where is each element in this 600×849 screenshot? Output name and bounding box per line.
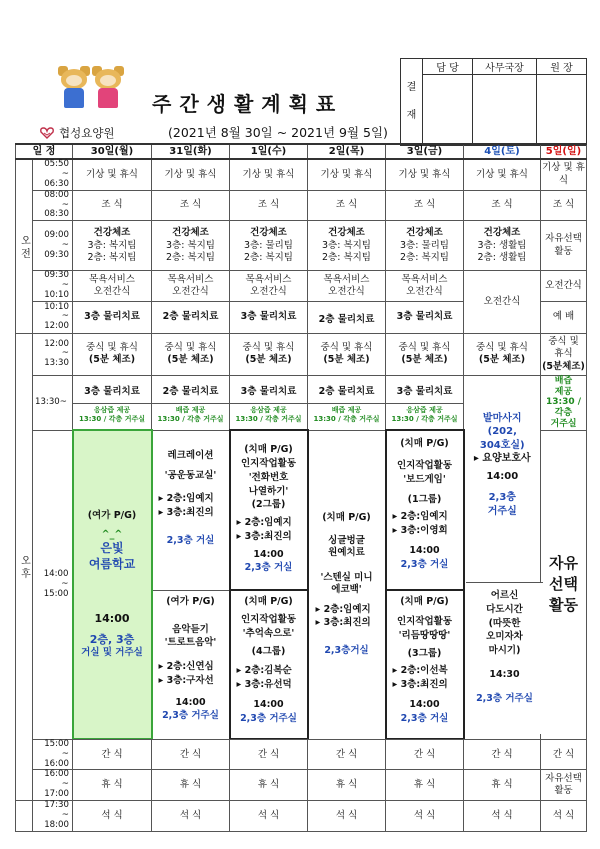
cell-lunch-sat: 중식 및 휴식 (5분 체조) [464,333,541,375]
cell-bath-tue: 목욕서비스 오전간식 [152,271,230,302]
cell-bath-wed: 목욕서비스 오전간식 [230,271,308,302]
cell-snack-thu: 간 식 [308,739,386,770]
cell-breakfast-tue: 조 식 [152,190,230,221]
cell-wake-wed: 기상 및 휴식 [230,159,308,190]
cell-snack-wed: 간 식 [230,739,308,770]
cell-pm-sat-top: 발마사지 (202, 304호실) ▸ 요양보호사 14:00 2,3층 거주실 [464,375,541,739]
approval-col-staff: 담 당 [423,59,473,75]
cell-wake-sat: 기상 및 휴식 [464,159,541,190]
row-breakfast [16,190,587,221]
cell-lunch-mon: 중식 및 휴식 (5분 체조) [73,333,152,375]
part-pm: 오 후 [16,333,33,800]
cell-rest-fri: 휴 식 [386,770,464,801]
row-lunch [16,333,587,375]
cell-bath-fri: 목욕서비스 오전간식 [386,271,464,302]
cell-amsnack-sat: 오전간식 [464,271,541,334]
cell-breakfast-mon: 조 식 [73,190,152,221]
cell-dinner-sun: 석 식 [541,801,587,832]
program-sat-bot: 어르신 다도시간 (따뜻한 오미자차 마시기) 14:30 2,3층 거주실 [466,582,543,734]
cell-1330-sun: 배즙 제공 13:30 / 각층 거주실 [541,375,587,430]
cell-snack-tue: 간 식 [152,739,230,770]
cell-exercise-wed: 건강체조 3층: 물리팀 2층: 복지팀 [230,221,308,271]
cell-wake-tue: 기상 및 휴식 [152,159,230,190]
header-day-thu: 2일(목) [308,144,386,159]
cell-snack-mon: 간 식 [73,739,152,770]
cell-lunch-fri: 중식 및 휴식 (5분 체조) [386,333,464,375]
header-day-sat: 4일(토) [464,144,541,159]
heart-logo-icon [40,127,54,139]
program-fri-bot: (치매 P/G) 인지작업활동 '리듬땅땅땅' (3그룹) ▸ 2층:이선복 ▸ 3층:최진의 14:00 2,3층 거실 [392,596,453,724]
cell-program-thu: (치매 P/G) 싱글벙글 원예치료 '스텐실 미니 에코백' ▸ 2층:임예지 ▸ 3층:최진의 2,3층거실 [308,430,386,739]
row-exercise [16,221,587,271]
cell-dinner-mon: 석 식 [73,801,152,832]
approval-sign-staff[interactable] [423,75,473,146]
cell-snack-fri: 간 식 [386,739,464,770]
cell-lunch-thu: 중식 및 휴식 (5분 체조) [308,333,386,375]
cell-physio-wed: 3층 물리치료 [230,301,308,333]
header-day-wed: 1일(수) [230,144,308,159]
cell-rest-thu: 휴 식 [308,770,386,801]
row-dinner [16,801,587,832]
cell-1330-tue: 2층 물리치료 배즙 제공 13:30 / 각층 거주실 [152,375,230,430]
cell-physio-thu: 2층 물리치료 [308,301,386,333]
mascot-girl-icon [92,66,124,108]
approval-box [400,58,587,146]
page-title: 주간생활계획표 [152,92,344,116]
time-breakfast: 08:00 ~ 08:30 [33,190,73,221]
cell-exercise-sun: 자유선택 활동 [541,221,587,271]
cell-breakfast-fri: 조 식 [386,190,464,221]
approval-col-manager: 사무국장 [473,59,537,75]
program-tue-bot: (여가 P/G) 음악듣기 '트로트음악' ▸ 2층:신연심 ▸ 3층:구자선 14:00 2,3층 거주실 [158,595,219,722]
cell-dinner-fri: 석 식 [386,801,464,832]
part-dinner-blank [16,801,33,832]
time-rest: 16:00 ~ 17:00 [33,770,73,801]
cell-exercise-sat: 건강체조 3층: 생활팀 2층: 생활팀 [464,221,541,271]
cell-breakfast-thu: 조 식 [308,190,386,221]
row-snack [16,739,587,770]
time-exercise: 09:00 ~ 09:30 [33,221,73,271]
row-wake [16,159,587,190]
time-snack: 15:00 ~ 16:00 [33,739,73,770]
cell-breakfast-sat: 조 식 [464,190,541,221]
cell-bath-mon: 목욕서비스 오전간식 [73,271,152,302]
cell-lunch-sun: 중식 및 휴식 (5분체조) [541,333,587,375]
row-1330 [16,375,587,430]
cell-wake-thu: 기상 및 휴식 [308,159,386,190]
cell-dinner-thu: 석 식 [308,801,386,832]
cell-dinner-sat: 석 식 [464,801,541,832]
time-lunch: 12:00 ~ 13:30 [33,333,73,375]
approval-sign-director[interactable] [537,75,587,146]
header-day-fri: 3일(금) [386,144,464,159]
cell-lunch-wed: 중식 및 휴식 (5분 체조) [230,333,308,375]
cell-program-sun: 자유 선택 활동 [541,430,587,739]
header-day-mon: 30일(월) [73,144,152,159]
cell-1330-thu: 2층 물리치료 배즙 제공 13:30 / 각층 거주실 [308,375,386,430]
cell-amsnack-sun: 오전간식 [541,271,587,302]
cell-snack-sat: 간 식 [464,739,541,770]
approval-label: 결 재 [401,59,423,146]
cell-program-tue [152,430,230,739]
cell-bath-thu: 목욕서비스 오전간식 [308,271,386,302]
row-rest [16,770,587,801]
period-range: (2021년 8월 30일 ~ 2021년 9월 5일) [168,125,388,140]
time-physio: 10:10 ~ 12:00 [33,301,73,333]
cell-physio-mon: 3층 물리치료 [73,301,152,333]
cell-lunch-tue: 중식 및 휴식 (5분 체조) [152,333,230,375]
cell-exercise-mon: 건강체조 3층: 복지팀 2층: 복지팀 [73,221,152,271]
program-wed-top: (치매 P/G) 인지작업활동 '전화번호 나열하기' (2그룹) ▸ 2층:임예지 ▸ 3층:최진의 14:00 2,3층 거실 [231,431,307,591]
approval-sign-manager[interactable] [473,75,537,146]
mascot-boy-icon [58,66,90,108]
cell-wake-sun: 기상 및 휴식 [541,159,587,190]
cell-program-mon: (여가 P/G) ^_^ 은빛 여름학교 14:00 2층, 3층 거실 및 거주실 [73,430,152,739]
time-wake: 05:50 ~ 06:30 [33,159,73,190]
cell-breakfast-sun: 조 식 [541,190,587,221]
time-program: 14:00 ~ 15:00 [33,430,73,739]
cell-1330-mon: 3층 물리치료 응삼즙 제공 13:30 / 각층 거주실 [73,375,152,430]
cell-program-wed [230,430,308,739]
cell-exercise-tue: 건강체조 3층: 복지팀 2층: 복지팀 [152,221,230,271]
program-wed-bot: (치매 P/G) 인지작업활동 '추억속으로' (4그룹) ▸ 2층:김복순 ▸ 3층:유선덕 14:00 2,3층 거주실 [236,596,297,724]
header-row [16,144,587,159]
cell-exercise-thu: 건강체조 3층: 복지팀 2층: 복지팀 [308,221,386,271]
org-name: 협성요양원 [40,125,115,141]
time-dinner: 17:30 ~ 18:00 [33,801,73,832]
cell-wake-fri: 기상 및 휴식 [386,159,464,190]
cell-breakfast-wed: 조 식 [230,190,308,221]
cell-dinner-tue: 석 식 [152,801,230,832]
cell-rest-sun: 자유선택 활동 [541,770,587,801]
cell-rest-sat: 휴 식 [464,770,541,801]
cell-physio-fri: 3층 물리치료 [386,301,464,333]
time-bath: 09:30 ~ 10:10 [33,271,73,302]
cell-worship-sun: 예 배 [541,301,587,333]
time-1330: 13:30~ [33,375,73,430]
program-tue-top: 레크레이션 '공운동교실' ▸ 2층:임예지 ▸ 3층:최진의 2,3층 거실 [153,431,229,591]
part-am: 오 전 [16,159,33,333]
program-fri-top: (치매 P/G) 인지작업활동 '보드게임' (1그룹) ▸ 2층:임예지 ▸ 3층:이영희 14:00 2,3층 거실 [387,431,463,591]
row-bath [16,271,587,302]
cell-physio-tue: 2층 물리치료 [152,301,230,333]
cell-wake-mon: 기상 및 휴식 [73,159,152,190]
header-day-tue: 31일(화) [152,144,230,159]
cell-1330-wed: 3층 물리치료 응삼즙 제공 13:30 / 각층 거주실 [230,375,308,430]
header-day-sun: 5일(일) [541,144,587,159]
cell-dinner-wed: 석 식 [230,801,308,832]
cell-program-fri [386,430,464,739]
cell-rest-mon: 휴 식 [73,770,152,801]
cell-1330-fri: 3층 물리치료 응삼즙 제공 13:30 / 각층 거주실 [386,375,464,430]
cell-rest-tue: 휴 식 [152,770,230,801]
cell-exercise-fri: 건강체조 3층: 물리팀 2층: 복지팀 [386,221,464,271]
cell-rest-wed: 휴 식 [230,770,308,801]
approval-col-director: 원 장 [537,59,587,75]
header-schedule: 일 정 [16,144,73,159]
cell-snack-sun: 간 식 [541,739,587,770]
